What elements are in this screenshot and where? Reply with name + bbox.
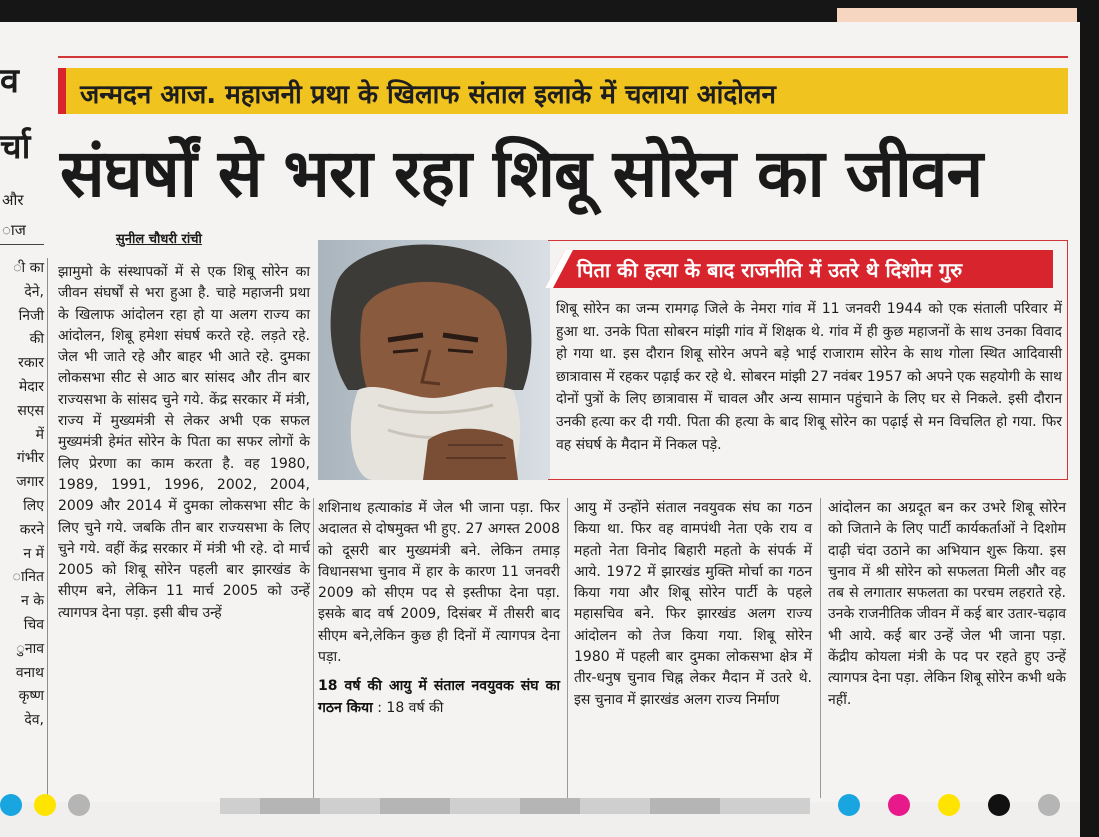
top-red-rule [58,56,1068,58]
byline: सुनील चौधरी रांची [116,232,202,247]
left-column-fragment: में [35,426,44,443]
left-column-fragment: सएस [17,402,44,419]
left-column-fragment: न में [23,545,44,562]
column-rule-3 [820,498,821,798]
left-sub-line1: और [2,191,24,209]
left-column-fragment: देव, [24,712,44,729]
left-column-fragment: जगार [16,474,44,491]
left-column-fragment: लिए [23,498,44,514]
headline: संघर्षों से भरा रहा शिबू सोरेन का जीवन [60,135,983,212]
column-rule-2 [567,498,568,798]
left-column-fragment: गंभीर [16,450,44,467]
column-rule-1 [313,498,314,798]
body-column-1-text: झामुमो के संस्थापकों में से एक शिबू सोरेन का जीवन संघर्षों से भरा हुआ है. चाहे महाजनी प्रथा के खिलाफ आंदोलन रहा हो या अलग राज्य का आंदोलन, शिबू हमेशा संघर्ष करते रहे. लड़ते रहे. जेल भी जाते रहे और बाहर भी आते रहे. दुमका लोकसभा सीट से आठ बार सांसद और तीन बार राज्यसभा के सांसद चुने गये. केंद्र सरकार में मंत्री, राज्य में मुख्यमंत्री से लेकर अभी एक सफल मुख्यमंत्री हेमंत सोरेन के पिता का सफर लोगों के लिए प्रेरणा का काम करता है. वह 1980, 1989, 1991, 1996, 2002, 2004, 2009 और 2014 में दुमका लोकसभा सीट के लिए चुने गये. जबकि तीन बार राज्यसभा के लिए चुने गये. वहीं केंद्र सरकार में मंत्री भी रहे. दो मार्च 2005 को शिबू सोरेन पहली बार झारखंड के सीएम बने, लेकिन 11 मार्च 2005 को उन्हें त्यागपत्र देना पड़ा. इसी बीच उन्हें [58,264,310,621]
left-column-fragment: ानित [12,569,44,586]
print-registration-marks [0,780,1080,837]
registration-dot [0,794,22,816]
registration-dot [938,794,960,816]
left-column-fragment: कृष्ण [18,688,44,705]
side-story-text: शिबू सोरेन का जन्म रामगढ़ जिले के नेमरा गांव में 11 जनवरी 1944 को एक संताली परिवार में हुआ था. उनके पिता सोबरन मांझी गांव में शिक्षक थे. गांव में ही कुछ महाजनों के साथ उनका विवाद हो गया था. इस दौरान शिबू सोरेन अपने बड़े भाई राजाराम सोरेन के साथ गोला स्थित आदिवासी छात्रावास में रहकर पढ़ाई कर रहे थे. सोबरन मांझी 27 नवंबर 1957 को अपने एक सहयोगी के साथ दोनों पुत्रों के लिए छात्रावास में चावल और अन्य सामान पहुंचाने के लिए घर से निकले. इसी दौरान उनकी हत्या कर दी गयी. पिता की हत्या के बाद शिबू सोरेन का पढ़ाई से मन विचलित हो गया. फिर वह संघर्ष के मैदान में निकल पड़े. [556,301,1062,453]
side-story-heading-banner [545,250,1053,288]
left-column-fragment: वनाथ [15,664,44,681]
left-column-fragment: मेदार [18,379,44,395]
body-column-2-text: शशिनाथ हत्याकांड में जेल भी जाना पड़ा. फिर अदालत से दोषमुक्त भी हुए. 27 अगस्त 2008 को दूसरी बार मुख्यमंत्री बने. लेकिन तमाड़ विधानसभा चुनाव में हार के कारण 11 जनवरी 2009 को सीएम पद से इस्तीफा देना पड़ा. इसके बाद वर्ष 2009, दिसंबर में तीसरी बाद सीएम बने,लेकिन कुछ ही दिनों में त्यागपत्र देना पड़ा. [318,500,560,666]
top-dark-border [0,0,1099,22]
body-column-4-text: आंदोलन का अग्रदूत बन कर उभरे शिबू सोरेन को जिताने के लिए पार्टी कार्यकर्ताओं ने दिशोम दाढ़ी चंदा उठाने का अभियान शुरू किया. इस चुनाव में श्री सोरेन को सफलता मिली और वह तब से लगातार सफलता का परचम लहराते रहे. उनके राजनीतिक जीवन में कई बार उतार-चढ़ाव भी आये. कई बार उन्हें जेल भी जाना पड़ा. केंद्रीय कोयला मंत्री के पद पर रहते हुए उन्हें त्यागपत्र देना पड़ा. लेकिन शिबू सोरेन कभी थके नहीं. [828,500,1066,708]
left-column-fragment: न के [21,593,44,610]
left-title-line2: र्चा [0,127,31,167]
body-column-1 [58,262,310,624]
left-column-fragment: चिव [23,617,44,633]
subheading: 18 वर्ष की आयु में संताल नवयुवक संघ का गठन किया [318,678,560,716]
left-adjacent-column [0,22,46,802]
registration-dot [1038,794,1060,816]
left-title-line1: व [0,61,19,101]
subheading-continuation: : 18 वर्ष की [377,699,444,716]
newspaper-page [0,22,1080,802]
registration-dot [988,794,1010,816]
portrait-photo [318,240,550,480]
kicker-red-bar [58,68,66,114]
left-column-fragment: देने, [24,283,44,300]
print-gray-strip [220,798,810,814]
registration-dot [68,794,90,816]
body-column-2 [318,498,560,719]
left-column-fragment: करने [19,521,44,538]
body-column-3 [574,498,812,711]
left-column-fragment: की [29,331,44,348]
right-dark-border [1080,0,1099,837]
side-story-heading: पिता की हत्या के बाद राजनीति में उतरे थे दिशोम गुरु [577,258,963,282]
adjacent-page-strip [837,8,1077,22]
body-column-4 [828,498,1066,711]
registration-dot [838,794,860,816]
registration-dot [34,794,56,816]
kicker-text: जन्मदन आज. महाजनी प्रथा के खिलाफ संताल इलाके में चलाया आंदोलन [80,80,776,110]
body-column-3-text: आयु में उन्होंने संताल नवयुवक संघ का गठन किया था. फिर वह वामपंथी नेता एके राय व महतो नेता विनोद बिहारी महतो के संपर्क में आये. 1972 में झारखंड मुक्ति मोर्चा का गठन किया गया और शिबू सोरेन पार्टी के पहले महासचिव बने. फिर झारखंड अलग राज्य आंदोलन को तेज किया गया. शिबू सोरेन 1980 में पहली बार दुमका लोकसभा क्षेत्र में तीर-धनुष चुनाव चिह्न लेकर मैदान में उतरे थे. इस चुनाव में झारखंड अलग राज्य निर्माण [574,500,812,708]
left-column-fragment: रकार [18,355,44,372]
left-sub-line2: ाज [2,221,26,239]
kicker-banner [58,68,1068,114]
left-column-fragment: ुनाव [16,640,44,657]
registration-dot [888,794,910,816]
left-column-fragment: निजी [18,307,44,324]
left-rule [0,244,44,245]
left-column-separator [47,258,48,798]
left-column-fragment: ी का [13,260,44,276]
